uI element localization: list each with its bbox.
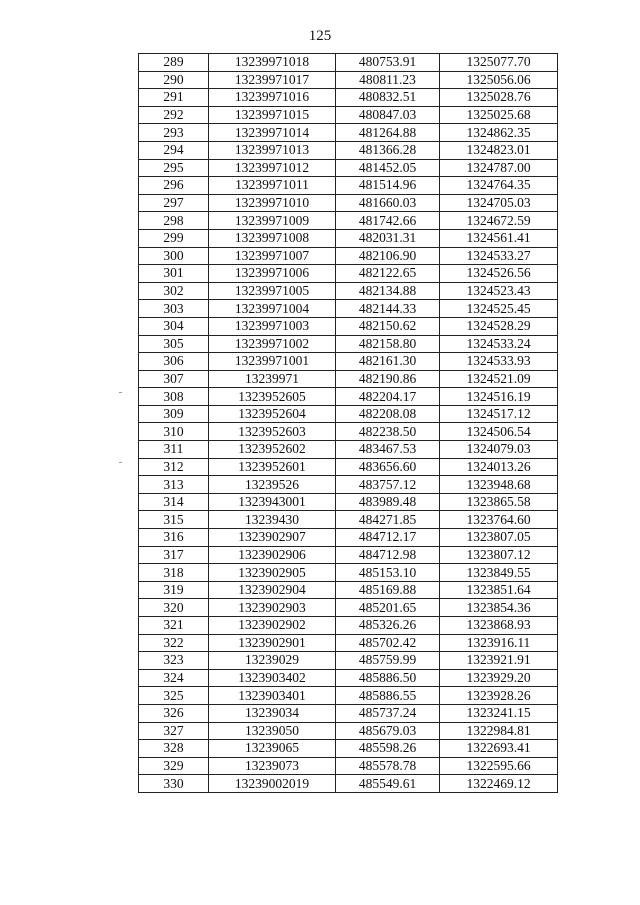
y-coordinate-cell: 1325056.06 [440,71,558,89]
point-id-cell: 1323943001 [209,493,336,511]
x-coordinate-cell: 480832.51 [336,89,440,107]
point-number-cell: 322 [139,634,209,652]
point-number-cell: 289 [139,54,209,72]
point-number-cell: 323 [139,652,209,670]
point-id-cell: 13239971010 [209,194,336,212]
point-id-cell: 13239971013 [209,141,336,159]
y-coordinate-cell: 1324525.45 [440,300,558,318]
y-coordinate-cell: 1324823.01 [440,141,558,159]
point-number-cell: 325 [139,687,209,705]
x-coordinate-cell: 483757.12 [336,476,440,494]
point-id-cell: 1323902907 [209,529,336,547]
x-coordinate-cell: 482144.33 [336,300,440,318]
point-id-cell: 13239971017 [209,71,336,89]
table-row [139,405,558,423]
x-coordinate-cell: 482031.31 [336,229,440,247]
point-number-cell: 299 [139,229,209,247]
x-coordinate-cell: 485598.26 [336,740,440,758]
x-coordinate-cell: 482122.65 [336,265,440,283]
point-id-cell: 13239971004 [209,300,336,318]
point-id-cell: 1323902903 [209,599,336,617]
table-row [139,177,558,195]
point-id-cell: 1323902902 [209,617,336,635]
point-number-cell: 315 [139,511,209,529]
x-coordinate-cell: 482238.50 [336,423,440,441]
margin-mark [119,462,122,463]
point-number-cell: 294 [139,141,209,159]
point-id-cell: 1323952604 [209,405,336,423]
point-number-cell: 310 [139,423,209,441]
x-coordinate-cell: 482134.88 [336,282,440,300]
point-id-cell: 1323902906 [209,546,336,564]
table-body [139,54,558,793]
table-row [139,687,558,705]
x-coordinate-cell: 484271.85 [336,511,440,529]
y-coordinate-cell: 1323916.11 [440,634,558,652]
table-row [139,722,558,740]
y-coordinate-cell: 1323764.60 [440,511,558,529]
x-coordinate-cell: 482208.08 [336,405,440,423]
y-coordinate-cell: 1324533.24 [440,335,558,353]
y-coordinate-cell: 1323929.20 [440,669,558,687]
table-row [139,265,558,283]
point-id-cell: 1323903401 [209,687,336,705]
y-coordinate-cell: 1322693.41 [440,740,558,758]
point-id-cell: 13239065 [209,740,336,758]
y-coordinate-cell: 1324862.35 [440,124,558,142]
point-number-cell: 308 [139,388,209,406]
table-row [139,669,558,687]
x-coordinate-cell: 481452.05 [336,159,440,177]
table-row [139,317,558,335]
point-id-cell: 1323902905 [209,564,336,582]
y-coordinate-cell: 1323854.36 [440,599,558,617]
table-row [139,599,558,617]
point-number-cell: 313 [139,476,209,494]
point-number-cell: 317 [139,546,209,564]
point-id-cell: 13239034 [209,704,336,722]
point-number-cell: 290 [139,71,209,89]
table-row [139,300,558,318]
point-id-cell: 13239971018 [209,54,336,72]
y-coordinate-cell: 1323851.64 [440,581,558,599]
table-row [139,476,558,494]
x-coordinate-cell: 482204.17 [336,388,440,406]
x-coordinate-cell: 485578.78 [336,757,440,775]
table-row [139,194,558,212]
point-number-cell: 307 [139,370,209,388]
point-number-cell: 302 [139,282,209,300]
table-row [139,757,558,775]
x-coordinate-cell: 483467.53 [336,441,440,459]
table-row [139,529,558,547]
point-id-cell: 1323903402 [209,669,336,687]
point-id-cell: 13239050 [209,722,336,740]
point-number-cell: 306 [139,353,209,371]
y-coordinate-cell: 1324506.54 [440,423,558,441]
table-row [139,370,558,388]
point-number-cell: 319 [139,581,209,599]
point-id-cell: 13239971011 [209,177,336,195]
point-number-cell: 328 [139,740,209,758]
x-coordinate-cell: 485201.65 [336,599,440,617]
page-number: 125 [308,28,332,44]
point-id-cell: 13239971001 [209,353,336,371]
table-row [139,634,558,652]
point-number-cell: 312 [139,458,209,476]
point-id-cell: 13239971006 [209,265,336,283]
table-row [139,54,558,72]
x-coordinate-cell: 485759.99 [336,652,440,670]
y-coordinate-cell: 1324672.59 [440,212,558,230]
point-id-cell: 13239073 [209,757,336,775]
x-coordinate-cell: 480811.23 [336,71,440,89]
point-id-cell: 1323952602 [209,441,336,459]
table-row [139,229,558,247]
y-coordinate-cell: 1322984.81 [440,722,558,740]
x-coordinate-cell: 485737.24 [336,704,440,722]
y-coordinate-cell: 1323868.93 [440,617,558,635]
point-number-cell: 300 [139,247,209,265]
point-id-cell: 13239002019 [209,775,336,793]
point-number-cell: 298 [139,212,209,230]
point-id-cell: 1323952603 [209,423,336,441]
margin-mark [119,392,122,393]
table-row [139,106,558,124]
point-id-cell: 13239526 [209,476,336,494]
table-row [139,159,558,177]
point-number-cell: 304 [139,317,209,335]
point-id-cell: 1323952601 [209,458,336,476]
y-coordinate-cell: 1323921.91 [440,652,558,670]
table-row [139,89,558,107]
point-number-cell: 292 [139,106,209,124]
point-number-cell: 324 [139,669,209,687]
point-id-cell: 13239971 [209,370,336,388]
table-row [139,740,558,758]
y-coordinate-cell: 1324764.35 [440,177,558,195]
x-coordinate-cell: 484712.98 [336,546,440,564]
y-coordinate-cell: 1323807.05 [440,529,558,547]
x-coordinate-cell: 482106.90 [336,247,440,265]
point-id-cell: 13239971007 [209,247,336,265]
table-row [139,212,558,230]
table-row [139,124,558,142]
x-coordinate-cell: 480753.91 [336,54,440,72]
point-number-cell: 326 [139,704,209,722]
x-coordinate-cell: 481514.96 [336,177,440,195]
y-coordinate-cell: 1322595.66 [440,757,558,775]
point-id-cell: 13239971003 [209,317,336,335]
table-row [139,282,558,300]
y-coordinate-cell: 1324521.09 [440,370,558,388]
x-coordinate-cell: 481660.03 [336,194,440,212]
point-id-cell: 1323902901 [209,634,336,652]
table-row [139,652,558,670]
y-coordinate-cell: 1324528.29 [440,317,558,335]
point-number-cell: 330 [139,775,209,793]
table-row [139,581,558,599]
coordinate-table [138,53,558,793]
y-coordinate-cell: 1324561.41 [440,229,558,247]
y-coordinate-cell: 1324517.12 [440,405,558,423]
point-number-cell: 316 [139,529,209,547]
table-row [139,353,558,371]
x-coordinate-cell: 484712.17 [336,529,440,547]
y-coordinate-cell: 1325025.68 [440,106,558,124]
point-number-cell: 295 [139,159,209,177]
table-row [139,247,558,265]
y-coordinate-cell: 1323928.26 [440,687,558,705]
y-coordinate-cell: 1324013.26 [440,458,558,476]
table-row [139,71,558,89]
x-coordinate-cell: 485679.03 [336,722,440,740]
y-coordinate-cell: 1323865.58 [440,493,558,511]
x-coordinate-cell: 485702.42 [336,634,440,652]
point-number-cell: 309 [139,405,209,423]
y-coordinate-cell: 1325077.70 [440,54,558,72]
point-id-cell: 13239430 [209,511,336,529]
x-coordinate-cell: 480847.03 [336,106,440,124]
point-number-cell: 314 [139,493,209,511]
point-id-cell: 13239971005 [209,282,336,300]
y-coordinate-cell: 1324533.27 [440,247,558,265]
y-coordinate-cell: 1324533.93 [440,353,558,371]
point-number-cell: 301 [139,265,209,283]
point-number-cell: 329 [139,757,209,775]
y-coordinate-cell: 1324705.03 [440,194,558,212]
point-number-cell: 297 [139,194,209,212]
point-id-cell: 1323952605 [209,388,336,406]
point-number-cell: 318 [139,564,209,582]
point-number-cell: 305 [139,335,209,353]
table-row [139,335,558,353]
point-id-cell: 13239971009 [209,212,336,230]
x-coordinate-cell: 483989.48 [336,493,440,511]
y-coordinate-cell: 1324787.00 [440,159,558,177]
point-number-cell: 303 [139,300,209,318]
y-coordinate-cell: 1323948.68 [440,476,558,494]
table-row [139,511,558,529]
x-coordinate-cell: 482190.86 [336,370,440,388]
table-row [139,458,558,476]
x-coordinate-cell: 485549.61 [336,775,440,793]
point-id-cell: 13239971012 [209,159,336,177]
point-id-cell: 1323902904 [209,581,336,599]
point-id-cell: 13239971015 [209,106,336,124]
point-number-cell: 311 [139,441,209,459]
x-coordinate-cell: 485326.26 [336,617,440,635]
table-row [139,493,558,511]
point-number-cell: 321 [139,617,209,635]
point-number-cell: 293 [139,124,209,142]
y-coordinate-cell: 1324526.56 [440,265,558,283]
table-row [139,441,558,459]
point-number-cell: 327 [139,722,209,740]
y-coordinate-cell: 1323241.15 [440,704,558,722]
point-number-cell: 291 [139,89,209,107]
y-coordinate-cell: 1324079.03 [440,441,558,459]
x-coordinate-cell: 481264.88 [336,124,440,142]
point-id-cell: 13239971002 [209,335,336,353]
y-coordinate-cell: 1323807.12 [440,546,558,564]
y-coordinate-cell: 1324516.19 [440,388,558,406]
x-coordinate-cell: 482158.80 [336,335,440,353]
point-number-cell: 296 [139,177,209,195]
x-coordinate-cell: 483656.60 [336,458,440,476]
y-coordinate-cell: 1325028.76 [440,89,558,107]
x-coordinate-cell: 485886.50 [336,669,440,687]
table-row [139,704,558,722]
point-id-cell: 13239971016 [209,89,336,107]
x-coordinate-cell: 485169.88 [336,581,440,599]
x-coordinate-cell: 481366.28 [336,141,440,159]
table-row [139,546,558,564]
x-coordinate-cell: 482150.62 [336,317,440,335]
point-id-cell: 13239971014 [209,124,336,142]
y-coordinate-cell: 1322469.12 [440,775,558,793]
point-id-cell: 13239971008 [209,229,336,247]
x-coordinate-cell: 482161.30 [336,353,440,371]
table-row [139,423,558,441]
point-id-cell: 13239029 [209,652,336,670]
table-row [139,141,558,159]
table-row [139,775,558,793]
x-coordinate-cell: 485886.55 [336,687,440,705]
y-coordinate-cell: 1324523.43 [440,282,558,300]
table-row [139,617,558,635]
point-number-cell: 320 [139,599,209,617]
y-coordinate-cell: 1323849.55 [440,564,558,582]
x-coordinate-cell: 485153.10 [336,564,440,582]
table-row [139,388,558,406]
table-row [139,564,558,582]
x-coordinate-cell: 481742.66 [336,212,440,230]
